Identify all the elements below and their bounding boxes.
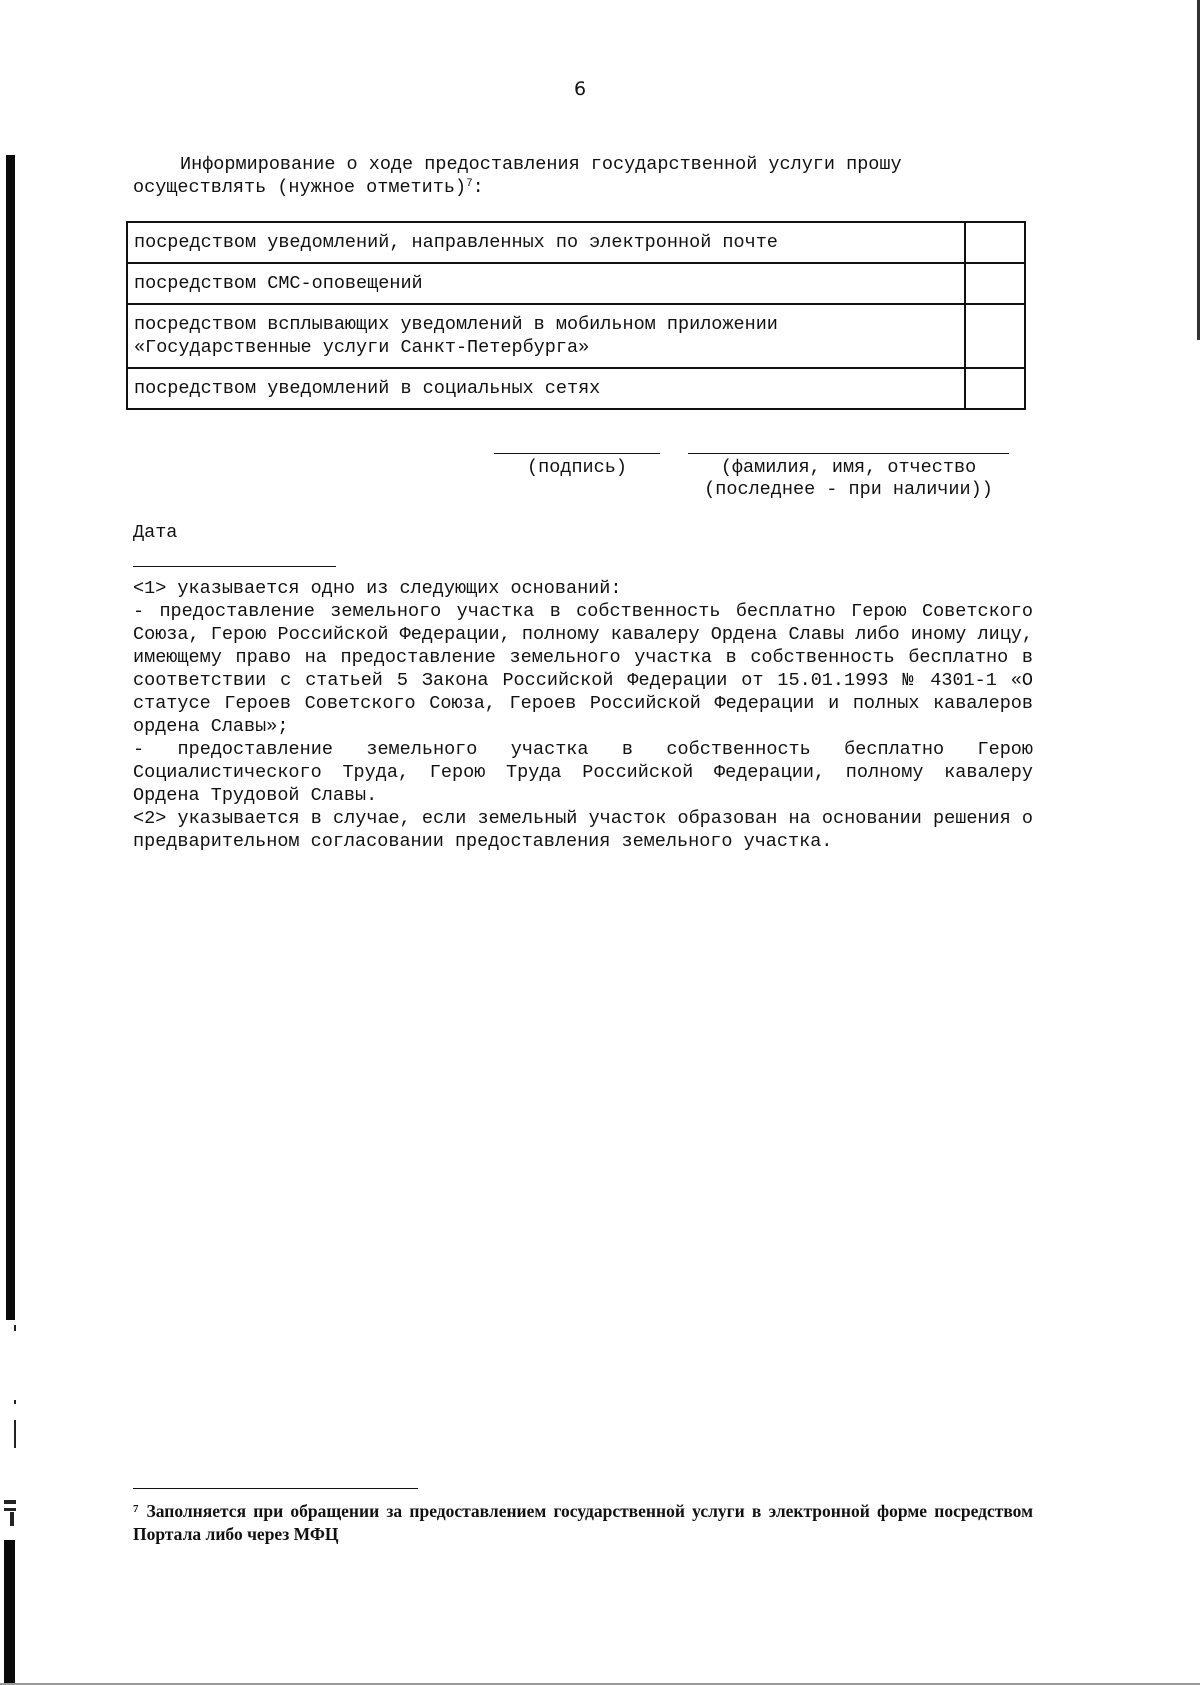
notification-option-row xyxy=(127,304,1025,368)
notification-option-checkbox[interactable] xyxy=(965,263,1025,304)
notification-option-checkbox[interactable] xyxy=(965,304,1025,368)
scan-mark xyxy=(4,1508,16,1511)
scan-edge-left xyxy=(6,155,15,1320)
scan-mark xyxy=(4,1500,16,1504)
name-caption: (фамилия, имя, отчество (последнее - при наличии)) xyxy=(704,457,993,500)
notification-options-table xyxy=(126,221,1026,410)
footnote-separator xyxy=(133,1488,418,1489)
notification-option-row xyxy=(127,263,1025,304)
notification-option-label: посредством уведомлений в социальных сетях xyxy=(127,368,965,409)
footnote-text: Заполняется при обращении за предоставлением государственной услуги в электронной форме посредством Портала либо через МФЦ xyxy=(133,1501,1033,1544)
name-line xyxy=(688,453,1009,454)
notification-option-label: посредством уведомлений, направленных по электронной почте xyxy=(127,222,965,263)
footnote xyxy=(133,1500,1033,1546)
intro-text: Информирование о ходе предоставления государственной услуги прошу осуществлять (нужное отметить) xyxy=(133,154,913,198)
scan-mark xyxy=(14,1400,16,1404)
date-label: Дата xyxy=(133,522,178,543)
note-item: - предоставление земельного участка в собственность бесплатно Герою Социалистического Труда, Герою Труда Российской Федерации, полному кавалеру Ордена Трудовой Славы. xyxy=(133,739,1033,806)
note-item: <1> указывается одно из следующих оснований: xyxy=(133,578,622,599)
scan-mark xyxy=(14,1420,16,1448)
signature-caption: (подпись) xyxy=(527,457,627,478)
notes-separator xyxy=(133,566,336,567)
signature-line xyxy=(494,453,660,454)
note-item: <2> указывается в случае, если земельный участок образован на основании решения о предварительном согласовании предоставления земельного участка. xyxy=(133,808,1033,852)
footnote-number: 7 xyxy=(133,1503,139,1515)
scan-edge-left-bottom xyxy=(4,1540,15,1685)
scan-mark xyxy=(14,1325,16,1331)
intro-paragraph: Информирование о ходе предоставления государственной услуги прошу осуществлять (нужное отметить)$^7$: xyxy=(133,154,913,198)
scan-mark xyxy=(10,1512,14,1526)
notification-option-checkbox[interactable] xyxy=(965,368,1025,409)
note-item: - предоставление земельного участка в собственность бесплатно Герою Советского Союза, Герою Российской Федерации, полному кавалеру Ордена Славы либо иному лицу, имеющему право на предоставление земельного участка в собственность бесплатно в соответствии с статьей 5 Закона Российской Федерации от 15.01.1993 № 4301-1 «О статусе Героев Советского Союза, Героев Российской Федерации и полных кавалеров ордена Славы»; xyxy=(133,601,1033,737)
page-number: 6 xyxy=(573,78,587,100)
notification-option-row xyxy=(127,222,1025,263)
notification-option-checkbox[interactable] xyxy=(965,222,1025,263)
notification-option-row xyxy=(127,368,1025,409)
notification-option-label: посредством СМС-оповещений xyxy=(127,263,965,304)
footnote-ref: 7 xyxy=(466,178,473,190)
notification-option-label: посредством всплывающих уведомлений в мобильном приложении «Государственные услуги Санкт-Петербурга» xyxy=(127,304,965,368)
notes xyxy=(133,577,1033,853)
